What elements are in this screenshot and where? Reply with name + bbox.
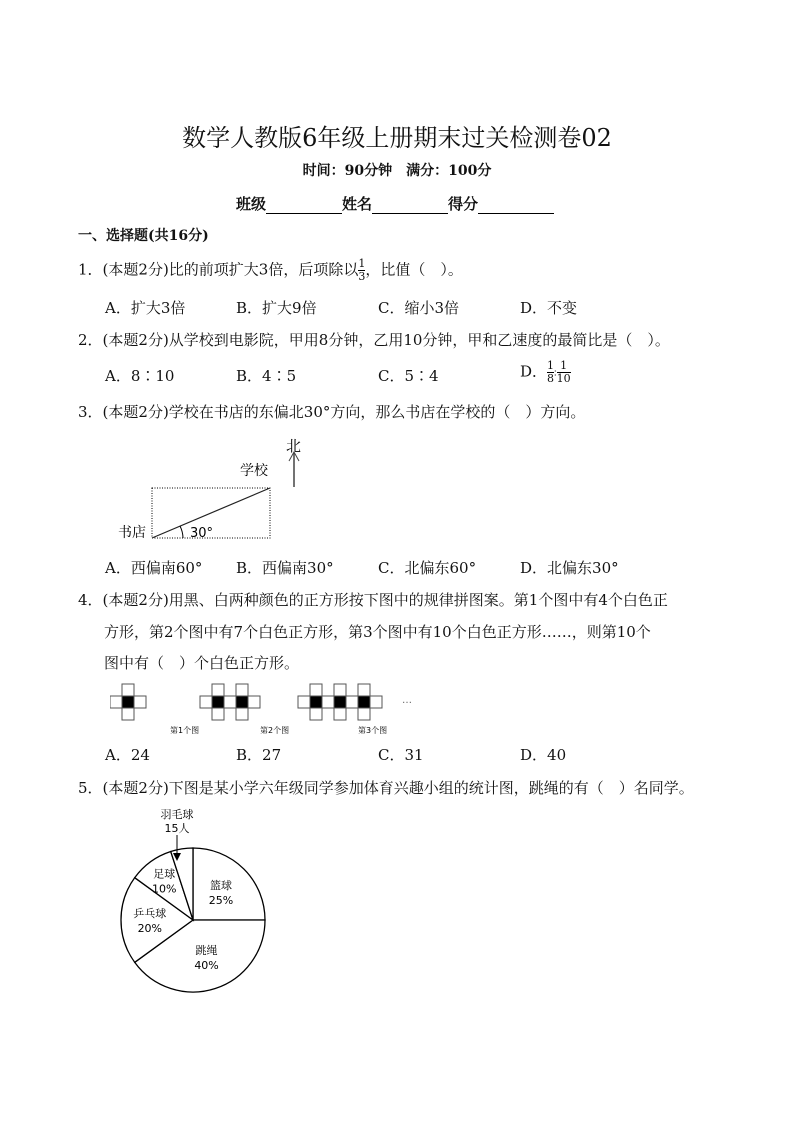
question-5 <box>78 777 694 798</box>
option-d[interactable]: D．40 <box>520 746 567 764</box>
option-b[interactable]: B．扩大9倍 <box>236 299 317 317</box>
white-square <box>212 684 224 696</box>
fraction <box>547 360 554 385</box>
q-text: ，比值（ ）。 <box>365 260 463 279</box>
white-square <box>212 708 224 720</box>
slice-value: 10% <box>151 882 177 896</box>
black-square <box>236 696 248 708</box>
q-text-line: 方形，第2个图中有7个白色正方形，第3个图中有10个白色正方形……，则第10个 <box>104 623 651 641</box>
white-square <box>322 696 334 708</box>
option-letter: D． <box>520 362 548 381</box>
angle-arc <box>180 526 183 538</box>
q-text: (本题2分)从学校到电影院，甲用8分钟，乙用10分钟，甲和乙速度的最简比是（ ）。 <box>102 331 670 349</box>
tile-pattern-figures <box>110 678 430 738</box>
black-square <box>334 696 346 708</box>
option-d[interactable]: D．北偏东30° <box>520 559 619 577</box>
white-square <box>358 684 370 696</box>
question-3 <box>78 401 585 422</box>
score-blank[interactable] <box>478 199 554 214</box>
white-square <box>370 696 382 708</box>
slice-value: 15人 <box>164 822 190 835</box>
white-square <box>236 684 248 696</box>
white-square <box>334 684 346 696</box>
option-c[interactable]: C．北偏东60° <box>378 559 477 577</box>
black-square <box>122 696 134 708</box>
class-label: 班级 <box>236 195 267 213</box>
q-text: (本题2分)下图是某小学六年级同学参加体育兴趣小组的统计图，跳绳的有（ ）名同学。 <box>102 779 694 797</box>
slice-value: 25% <box>208 893 234 907</box>
denominator: 10 <box>556 372 571 385</box>
name-label: 姓名 <box>342 195 373 213</box>
white-square <box>310 684 322 696</box>
white-square <box>298 696 310 708</box>
fraction <box>557 360 571 385</box>
option-a[interactable]: A．24 <box>105 746 150 764</box>
info-fields <box>236 193 554 214</box>
option-c[interactable]: C．5∶4 <box>378 367 439 385</box>
option-b[interactable]: B．27 <box>236 746 282 764</box>
black-square <box>358 696 370 708</box>
figure-label: 第1个图 <box>170 726 200 735</box>
q-number: 2． <box>78 331 103 349</box>
white-square <box>248 696 260 708</box>
bookstore-label: 书店 <box>118 525 146 541</box>
option-a[interactable]: A．扩大3倍 <box>105 299 186 317</box>
option-d[interactable]: D．不变 <box>520 299 578 317</box>
white-square <box>110 696 122 708</box>
question-1 <box>78 258 463 283</box>
option-b[interactable]: B．西偏南30° <box>236 559 334 577</box>
slice-label: 跳绳 <box>195 944 218 958</box>
numerator: 1 <box>557 360 571 373</box>
angle-label: 30° <box>190 526 214 541</box>
option-d[interactable] <box>520 360 571 385</box>
white-square <box>334 708 346 720</box>
school-label: 学校 <box>240 463 268 479</box>
q-number: 1． <box>78 260 103 279</box>
q-text: (本题2分)学校在书店的东偏北30°方向，那么书店在学校的（ ）方向。 <box>102 403 586 421</box>
option-c[interactable]: C．缩小3倍 <box>378 299 460 317</box>
question-4 <box>78 589 668 610</box>
option-a[interactable]: A．西偏南60° <box>105 559 203 577</box>
white-square <box>310 708 322 720</box>
q-text: (本题2分)比的前项扩大3倍，后项除以 <box>102 260 359 279</box>
pie-chart <box>100 805 300 1005</box>
white-square <box>224 696 236 708</box>
slice-value: 40% <box>194 959 219 973</box>
slice-label: 足球 <box>153 867 176 881</box>
figure-label: 第3个图 <box>358 726 388 735</box>
slice-value: 20% <box>137 922 163 935</box>
name-blank[interactable] <box>372 199 448 214</box>
slice-label: 篮球 <box>210 878 233 892</box>
q-number: 4． <box>78 591 103 609</box>
option-c[interactable]: C．31 <box>378 746 424 764</box>
figure-label: 第2个图 <box>260 726 290 735</box>
option-b[interactable]: B．4∶5 <box>236 367 297 385</box>
class-blank[interactable] <box>266 199 342 214</box>
white-square <box>134 696 146 708</box>
white-square <box>122 708 134 720</box>
option-a[interactable]: A．8∶10 <box>105 367 175 385</box>
q-text-line: 图中有（ ）个白色正方形。 <box>104 654 300 672</box>
direction-diagram <box>110 435 320 545</box>
q-number: 3． <box>78 403 103 421</box>
white-square <box>358 708 370 720</box>
white-square <box>346 696 358 708</box>
white-square <box>122 684 134 696</box>
denominator: 8 <box>547 372 555 385</box>
white-square <box>200 696 212 708</box>
q-number: 5． <box>78 779 103 797</box>
numerator: 1 <box>547 359 555 372</box>
section-heading: 一、选择题(共16分) <box>78 228 209 244</box>
denominator: 3 <box>358 270 366 283</box>
ellipsis: … <box>402 695 412 706</box>
black-square <box>212 696 224 708</box>
score-label: 得分 <box>448 195 479 213</box>
ratio-sep: ∶ <box>554 368 557 380</box>
north-label: 北 <box>286 437 302 455</box>
page-title: 数学人教版6年级上册期末过关检测卷02 <box>182 124 612 152</box>
numerator: 1 <box>358 257 366 270</box>
black-square <box>310 696 322 708</box>
q-text: (本题2分)用黑、白两种颜色的正方形按下图中的规律拼图案。第1个图中有4个白色正 <box>102 591 668 609</box>
question-2 <box>78 329 670 350</box>
exam-meta: 时间：90分钟 满分：100分 <box>302 163 492 179</box>
slice-label: 羽毛球 <box>160 808 194 821</box>
slice-label: 乒乓球 <box>133 907 167 920</box>
white-square <box>236 708 248 720</box>
